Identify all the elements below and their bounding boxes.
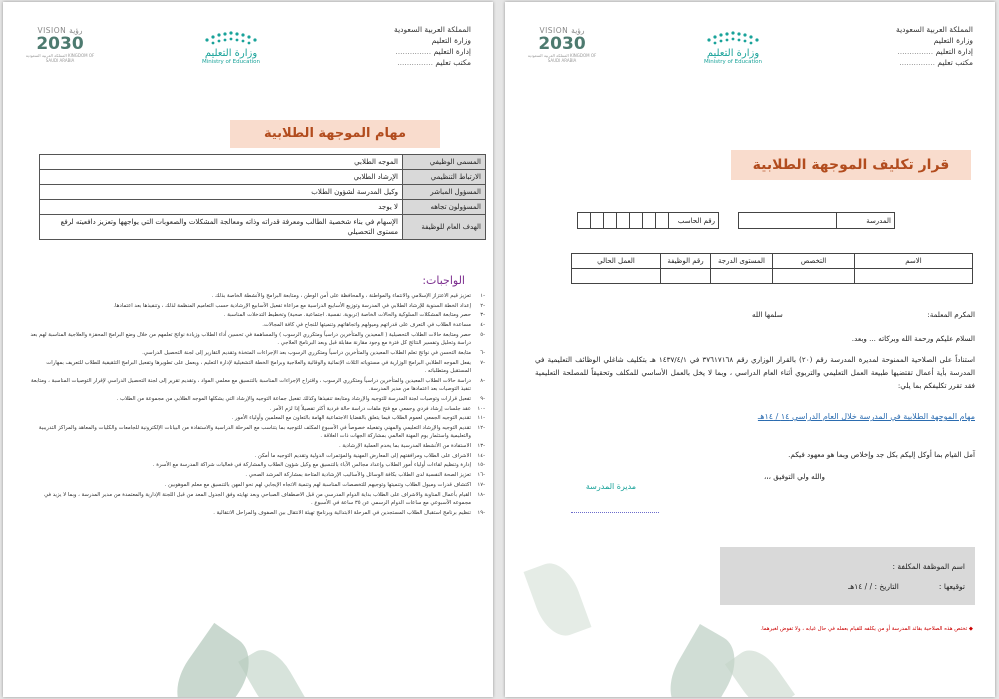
letterhead-text: المملكة العربية السعودية وزارة التعليم إدارة التعليم ............... مكتب تعليم ............... — [394, 25, 471, 67]
duty-number: -١٧ — [477, 481, 485, 488]
vision-2030-logo — [527, 26, 597, 66]
page-duties — [3, 2, 493, 697]
duty-number: -١ — [480, 293, 485, 299]
duty-number: -٩ — [480, 395, 485, 402]
vision-sub: المملكة العربية السعودية KINGDOM OF SAUDI ARABIA — [527, 53, 597, 63]
duty-number: -٧ — [480, 359, 485, 366]
duty-text: مساعدة الطلاب في التعرف على قدراتهم وميولهم واتجاهاتهم وتنميتها للنجاح في كافة المجالات. — [262, 322, 471, 329]
job-info-table — [39, 154, 486, 240]
duty-item — [25, 414, 485, 422]
table-row — [572, 269, 973, 284]
greeting: السلام عليكم ورحمة الله وبركاته ... وبعد. — [851, 334, 975, 343]
duty-item — [25, 481, 485, 489]
table-row — [40, 200, 486, 215]
table-row — [40, 185, 486, 200]
duties-heading: الواجبات: — [422, 274, 465, 287]
duty-number: -٥ — [480, 331, 485, 338]
duty-number: -١٨ — [477, 491, 485, 498]
duty-item — [25, 395, 485, 403]
col-job-no: رقم الوظيفة — [661, 254, 711, 269]
table-row — [572, 254, 973, 269]
date-value: / / ١٤هـ — [848, 582, 873, 591]
duty-item — [25, 331, 485, 348]
principal-signature: مديرة المدرسة — [585, 482, 637, 491]
duty-item — [25, 377, 485, 394]
info-value: وكيل المدرسة لشؤون الطلاب — [40, 185, 403, 200]
vision-word: VISION رؤية — [37, 26, 83, 35]
letterhead-text: المملكة العربية السعودية وزارة التعليم إدارة التعليم ............... مكتب تعليم ............... — [896, 25, 973, 67]
digit-box[interactable] — [617, 213, 630, 229]
digit-box[interactable] — [578, 213, 591, 229]
info-value: الإسهام في بناء شخصية الطالب ومعرفة قدراته وذاته ومعالجة المشكلات والصعوبات التي يواجهها وتعزيز دافعيته لرفع مستوى التحصيلي — [40, 215, 403, 240]
col-current-work: العمل الحالي — [572, 254, 661, 269]
directorate-line: إدارة التعليم — [433, 47, 471, 56]
cell-name[interactable] — [855, 269, 973, 284]
duty-item — [25, 349, 485, 357]
ministry-logo-icon — [705, 28, 761, 46]
info-key: المسؤول المباشر — [403, 185, 486, 200]
duty-item — [25, 424, 485, 441]
addressee-suffix: سلمها الله — [752, 310, 783, 319]
duty-item — [25, 302, 485, 310]
duty-number: -٣ — [480, 312, 485, 319]
duty-item — [25, 461, 485, 469]
ministry-logo — [693, 28, 773, 74]
duty-item — [25, 292, 485, 300]
office-line: مكتب تعليم — [937, 58, 973, 67]
duty-text: تعزيز الصحة النفسية لدى الطلاب بكافة الوسائل والأساليب الإرشادية المتاحة بمشاركة المرشد الصحي . — [245, 472, 471, 479]
duty-text: إدارة وتنظيم لقاءات أولياء أمور الطلاب وإعداد مجالس الآباء بالتنسيق مع وكيل شؤون الطلاب والمشاركة في فعاليات شراكة المدرسة مع الأسرة . — [152, 462, 471, 469]
duty-item — [25, 321, 485, 329]
duty-item — [25, 359, 485, 376]
addressee-line — [535, 308, 975, 321]
duty-item — [25, 491, 485, 508]
info-key: الارتباط التنظيمي — [403, 170, 486, 185]
duty-text: تنظيم برنامج استقبال الطلاب المستجدين في المرحلة الابتدائية وبرنامج تهيئة الانتقال بين الصفوف والمراحل الانتقالية . — [213, 509, 471, 516]
directorate-line: إدارة التعليم — [935, 47, 973, 56]
duty-number: -١١ — [477, 415, 485, 422]
ministry-logo-icon — [203, 28, 259, 46]
decorative-leaf — [725, 641, 795, 697]
digit-box[interactable] — [591, 213, 604, 229]
signature-label: توقيعها : — [938, 582, 965, 591]
duty-text: الاستفادة من الأنشطة المدرسية بما يخدم العملية الإرشادية . — [339, 443, 471, 450]
note-text: ◆ تختص هذه الصلاحية بقائد المدرسة أو من يكلفه للقيام بعمله في حال غيابه ، ولا تفوض لغيرهما. — [760, 626, 973, 632]
table-row — [40, 215, 486, 240]
duty-number: -٦ — [480, 349, 485, 356]
cell-specialty[interactable] — [773, 269, 855, 284]
addressee-label: المكرم المعلمة: — [927, 310, 975, 319]
ministry-name-ar: وزارة التعليم — [706, 48, 760, 59]
digit-box[interactable] — [604, 213, 617, 229]
school-label: المدرسة — [837, 213, 895, 229]
ministry-name-en: Ministry of Education — [703, 59, 762, 65]
computer-no-label: رقم الحاسب — [669, 213, 719, 229]
employee-table — [571, 253, 973, 284]
duty-text: يفعل الموجه الطلابي البرامج الوزارية في مستوياته الثلاث الإنمائية والوقائية والعلاجية وبرامج الخطة التشغيلية لإدارة التعليم ، ويعمل على تطويرها وتفعيل البرامج التثقيفية للطلاب للتعريف بمهارات المستقبل ومتطلباته . — [46, 359, 471, 375]
cell-level[interactable] — [711, 269, 773, 284]
ministry-name-ar: وزارة التعليم — [204, 48, 258, 59]
duty-number: -١٥ — [477, 462, 485, 469]
duty-number: -٢ — [480, 302, 485, 309]
info-value: لا يوجد — [40, 200, 403, 215]
ministry-name-en: Ministry of Education — [201, 59, 260, 65]
duty-item — [25, 311, 485, 319]
duty-text: تقديم التوجيه الجمعي لعموم الطلاب فيما يتعلق بالقضايا الاجتماعية الهامة بالتعاون مع المعلمين وأولياء الأمور . — [231, 415, 471, 422]
col-level: المستوى الدرجة — [711, 254, 773, 269]
duty-number: -١٠ — [477, 405, 485, 412]
duty-text: إعداد الخطة السنوية للإرشاد الطلابي في المدرسة وتوزيع الأسابيع الدراسية مع مراعاة تفعيل الأسابيع الإرشادية حسب التعاميم المنظمة لذلك ، وتنفيذها بعد اعتمادها. — [113, 302, 471, 309]
decision-body: استناداً على الصلاحية الممنوحة لمديرة المدرسة رقم (٢٠) بالقرار الوزاري رقم ٣٧٦١٧١٦٨ في ١٤٣٧/٤/١ هـ بتكليف شاغلي الوظائف التعليمية في المدرسة بأية أعمال تقتضيها طبيعة العمل التعليمي والتربوي أثناء العام الدراسي ، وبما لا يخل بالعمل الأساسي للمكلف وتحقيقاً للمصلحة التعليمية فقد تقرر تكليفكم بما يلي: — [535, 355, 975, 390]
ministry-logo — [191, 28, 271, 74]
duty-item — [25, 405, 485, 413]
duty-text: الاشراف على الطلاب ومرافقتهم إلى المعارض المهنية والمؤتمرات الدولية وتقديم التوجيه ما أمكن . — [254, 452, 471, 459]
vision-2030-logo — [25, 26, 95, 66]
col-specialty: التخصص — [773, 254, 855, 269]
duty-text: حصر ومتابعة حالات الطلاب التحصيلية ( المعيدين والمتأخرين دراسياً ومتكرري الرسوب ) والمساهمة في تحسين أداء الطلاب وزيادة نواتج تعلمهم من خلال وضع البرامج المحفزة والعلاجية المناسبة لهم بعد دراسة وتحليل وتفسير النتائج كل فترة مع وجود مقارنة مقابلة قبل وبعد البرنامج العلاجي . — [30, 331, 471, 347]
duty-text: متابعة التحسن في نواتج تعلم الطلاب المعيدين والمتأخرين دراسياً ومتكرري الرسوب بعد الإجراءات المتخذة وتقديم التقارير إلى لجنة التحصيل الدراسي. — [142, 349, 471, 356]
table-row — [40, 155, 486, 170]
school-info-table — [577, 212, 895, 229]
duty-text: دراسة حالات الطلاب المعيدين والمتأخرين دراسياً ومتكرري الرسوب ، واقتراح الإجراءات المناسبة بالتنسيق مع معلمي المواد ، وتقديم تقرير إلى لجنة التحصيل الدراسي لإقرار التوصيات المناسبة ، ومتابعة تنفيذ التوصيات بعد اعتمادها من مدير المدرسة. — [31, 377, 471, 393]
duty-text: القيام بأعمال المناوبة والاشراف على الطلاب بداية الدوام المدرسي من قبل الاصطفاف الصباحي وبعد نهايته وفق الجدول المعد من قبل اللجنة الإدارية والمعتمدة من مدير المدرسة ، وبما لا يزيد في مجموعه الأسبوعي مع ساعات الدوام الرسمي عن ٣٥ ساعة في الأسبوع . — [44, 491, 471, 506]
duty-text: تعزيز قيم الاعتزاز الإسلامي والانتماء والمواطنة ، والمحافظة على أمن الوطن ، ومتابعة البرامج والأنشطة الخاصة بذلك . — [211, 293, 471, 299]
info-key: المسؤولون تجاهه — [403, 200, 486, 215]
col-name: الاسم — [855, 254, 973, 269]
duty-number: -١٦ — [477, 472, 485, 479]
info-key: الهدف العام للوظيفة — [403, 215, 486, 240]
duty-number: -١٤ — [477, 452, 485, 459]
duty-item — [25, 471, 485, 479]
vision-sub: المملكة العربية السعودية KINGDOM OF SAUDI ARABIA — [25, 53, 95, 63]
decorative-leaf — [238, 642, 308, 697]
table-row — [40, 170, 486, 185]
closing-line: آمل القيام بما أوكل إليكم بكل جد وإخلاص وبما هو معهود فيكم. — [788, 450, 975, 459]
digit-box[interactable] — [656, 213, 669, 229]
vision-word: VISION رؤية — [539, 26, 585, 35]
duties-list — [25, 292, 485, 518]
duty-text: تقديم التوجيه والإرشاد التعليمي والمهني وتفعيله خصوصاً في الأسبوع المكثف للتوجيه بما يتناسب مع المرحلة الدراسية والاستفادة من البيانات الإلكترونية للجامعات والكليات والمعاهد والمراكز التدريبية والتعليمية واستثمار يوم المهنة العالمي بمشاركة الجهات ذات العلاقة . — [38, 424, 471, 440]
vision-year: 2030 — [538, 34, 586, 54]
employee-box — [720, 547, 975, 605]
duty-item — [25, 509, 485, 517]
cell-current-work[interactable] — [572, 269, 661, 284]
ministry-line: وزارة التعليم — [431, 36, 471, 45]
employee-name-label: اسم الموظفة المكلفة : — [892, 562, 965, 571]
duty-text: تفعيل قرارات وتوصيات لجنة المدرسة للتوجيه والإرشاد ومتابعة تنفيذها وكذلك تفعيل جماعة التوجيه والإرشاد التي يشكلها الموجه الطلابي من مجموعة من الطلاب . — [116, 395, 471, 402]
date-label: التاريخ : — [874, 582, 899, 591]
table-row — [578, 213, 895, 229]
info-value: الموجه الطلابي — [40, 155, 403, 170]
duty-number: -١٩ — [477, 509, 485, 516]
cell-job-no[interactable] — [661, 269, 711, 284]
duty-number: -٤ — [480, 322, 485, 329]
kingdom-line: المملكة العربية السعودية — [896, 25, 973, 34]
assignment-link[interactable]: مهام الموجهة الطلابية في المدرسة خلال العام الدراسي ١٤ / ١٤هـ — [757, 412, 975, 421]
duty-item — [25, 452, 485, 460]
page-title: قرار تكليف الموجهة الطلابية — [731, 150, 971, 180]
duty-text: عقد جلسات إرشاد فردي وجمعي مع فتح ملفات دراسة حالة فردية أكثر تفصيلاً إذا لزم الأمر . — [269, 405, 471, 412]
kingdom-line: المملكة العربية السعودية — [394, 25, 471, 34]
digit-box[interactable] — [643, 213, 656, 229]
signature-line — [571, 512, 659, 513]
office-line: مكتب تعليم — [435, 58, 471, 67]
bullet-icon: ◆ — [968, 626, 973, 632]
digit-box[interactable] — [630, 213, 643, 229]
info-key: المسمى الوظيفي — [403, 155, 486, 170]
ministry-line: وزارة التعليم — [933, 36, 973, 45]
duty-item — [25, 442, 485, 450]
vision-year: 2030 — [36, 34, 84, 54]
duty-number: -١٢ — [477, 424, 485, 431]
wish-line: والله ولي التوفيق ،،، — [763, 472, 825, 481]
duty-text: حصر ومتابعة المشكلات السلوكية والحالات الخاصة (تربوية. نفسية. اجتماعية. صحية) وتخطيط التدخلات المناسبة . — [223, 312, 471, 319]
duty-text: اكتشاف قدرات وميول الطلاب وتنميتها وتوجيهم للتخصصات المناسبة لهم وتنمية الاتجاه الإيجابي لهم نحو المهن بالتنسيق مع معلم الموهوبين . — [164, 481, 471, 488]
school-field[interactable] — [739, 213, 837, 229]
decorative-leaf — [524, 557, 592, 643]
duty-number: -١٣ — [477, 443, 485, 450]
page-assignment-decision — [505, 2, 995, 697]
page-title: مهام الموجهة الطلابية — [230, 120, 440, 148]
info-value: الإرشاد الطلابي — [40, 170, 403, 185]
duty-number: -٨ — [480, 377, 485, 384]
